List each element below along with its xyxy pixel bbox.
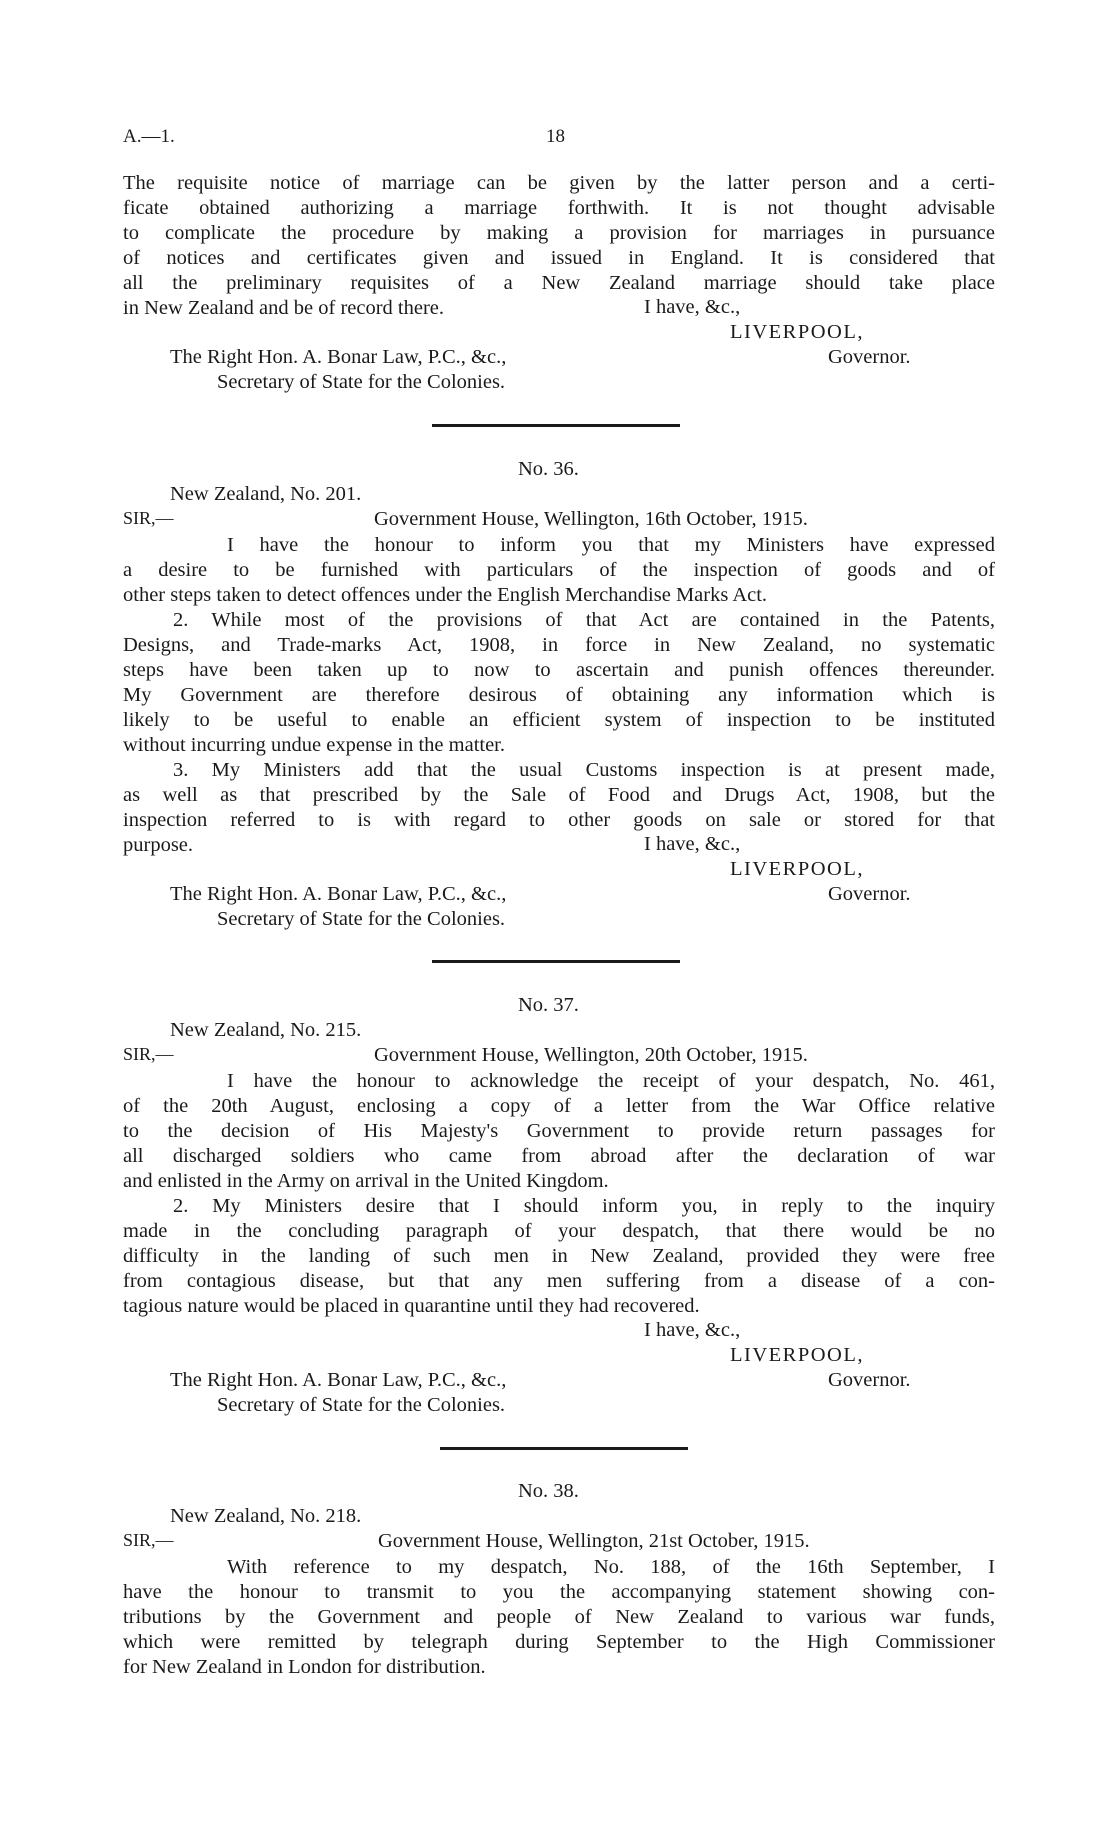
text-line: steps have been taken up to now to ascertain and punish offences thereunder. [123, 659, 995, 681]
text-line: 2. My Ministers desire that I should inform you, in reply to the inquiry [173, 1195, 995, 1217]
text-line: My Government are therefore desirous of obtaining any information which is [123, 684, 995, 706]
closing: I have, &c., [644, 296, 741, 318]
text-line: of notices and certificates given and issued in England. It is considered that [123, 247, 995, 269]
text-line: Designs, and Trade-marks Act, 1908, in force in New Zealand, no systematic [123, 634, 995, 656]
letter-paragraph [123, 1194, 995, 1319]
letter-paragraph [123, 758, 995, 858]
text-line: which were remitted by telegraph during September to the High Commissioner [123, 1631, 995, 1653]
letter-ref: New Zealand, No. 215. [170, 1019, 362, 1041]
page-number: 18 [546, 126, 565, 147]
letter-number: No. 37. [518, 994, 579, 1016]
text-line: as well as that prescribed by the Sale of Food and Drugs Act, 1908, but the [123, 784, 995, 806]
text-line: difficulty in the landing of such men in New Zealand, provided they were free [123, 1245, 995, 1267]
text-line: to complicate the procedure by making a provision for marriages in pursuance [123, 222, 995, 244]
text-line: all discharged soldiers who came from abroad after the declaration of war [123, 1145, 995, 1167]
salutation: SIR,— [123, 1044, 174, 1064]
text-line: and enlisted in the Army on arrival in the United Kingdom. [123, 1170, 609, 1192]
text-line: for New Zealand in London for distribution. [123, 1656, 486, 1678]
text-line: purpose. [123, 834, 194, 856]
document-reference: A.—1. [123, 126, 175, 147]
signature: LIVERPOOL, [730, 321, 865, 343]
signatory-title: Governor. [828, 346, 911, 368]
addressee: The Right Hon. A. Bonar Law, P.C., &c., [170, 346, 507, 368]
section-divider [432, 960, 680, 963]
text-line: have the honour to transmit to you the accompanying statement showing con- [123, 1581, 995, 1603]
text-line: to the decision of His Majesty's Government to provide return passages for [123, 1120, 995, 1142]
text-line: 3. My Ministers add that the usual Customs inspection is at present made, [173, 759, 995, 781]
signatory-title: Governor. [828, 883, 911, 905]
addressee: The Right Hon. A. Bonar Law, P.C., &c., [170, 883, 507, 905]
letter-number: No. 36. [518, 458, 579, 480]
text-line: made in the concluding paragraph of your despatch, that there would be no [123, 1220, 995, 1242]
letter-ref: New Zealand, No. 201. [170, 483, 362, 505]
text-line: ficate obtained authorizing a marriage forthwith. It is not thought advisable [123, 197, 995, 219]
text-line: without incurring undue expense in the matter. [123, 734, 506, 756]
text-line: a desire to be furnished with particulars of the inspection of goods and of [123, 559, 995, 581]
addressee-title: Secretary of State for the Colonies. [217, 1394, 506, 1416]
closing: I have, &c., [644, 833, 741, 855]
text-line: other steps taken to detect offences under the English Merchandise Marks Act. [123, 584, 768, 606]
text-line: tagious nature would be placed in quarantine until they had recovered. [123, 1295, 700, 1317]
text-line: 2. While most of the provisions of that Act are contained in the Patents, [173, 609, 995, 631]
intro-paragraph [123, 171, 995, 321]
section-divider [432, 424, 680, 427]
addressee: The Right Hon. A. Bonar Law, P.C., &c., [170, 1369, 507, 1391]
letter-number: No. 38. [518, 1480, 579, 1502]
letter-paragraph [123, 1555, 995, 1680]
place-date: Government House, Wellington, 20th October, 1915. [374, 1044, 808, 1066]
place-date: Government House, Wellington, 21st October, 1915. [378, 1530, 810, 1552]
text-line: inspection referred to is with regard to other goods on sale or stored for that [123, 809, 995, 831]
letter-paragraph [123, 1069, 995, 1194]
text-line: I have the honour to acknowledge the receipt of your despatch, No. 461, [227, 1070, 995, 1092]
addressee-title: Secretary of State for the Colonies. [217, 908, 506, 930]
salutation: SIR,— [123, 508, 174, 528]
signature: LIVERPOOL, [730, 1344, 865, 1366]
text-line: in New Zealand and be of record there. [123, 297, 445, 319]
text-line: I have the honour to inform you that my Ministers have expressed [227, 534, 995, 556]
text-line: The requisite notice of marriage can be given by the latter person and a certi- [123, 172, 995, 194]
letter-paragraph [123, 533, 995, 608]
letter-ref: New Zealand, No. 218. [170, 1505, 362, 1527]
closing: I have, &c., [644, 1319, 741, 1341]
place-date: Government House, Wellington, 16th October, 1915. [374, 508, 808, 530]
text-line: of the 20th August, enclosing a copy of a letter from the War Office relative [123, 1095, 995, 1117]
text-line: tributions by the Government and people of New Zealand to various war funds, [123, 1606, 995, 1628]
text-line: With reference to my despatch, No. 188, of the 16th September, I [227, 1556, 995, 1578]
text-line: from contagious disease, but that any men suffering from a disease of a con- [123, 1270, 995, 1292]
section-divider [440, 1447, 688, 1450]
salutation: SIR,— [123, 1530, 174, 1550]
addressee-title: Secretary of State for the Colonies. [217, 371, 506, 393]
signature: LIVERPOOL, [730, 858, 865, 880]
signatory-title: Governor. [828, 1369, 911, 1391]
text-line: likely to be useful to enable an efficient system of inspection to be instituted [123, 709, 995, 731]
letter-paragraph [123, 608, 995, 758]
text-line: all the preliminary requisites of a New Zealand marriage should take place [123, 272, 995, 294]
